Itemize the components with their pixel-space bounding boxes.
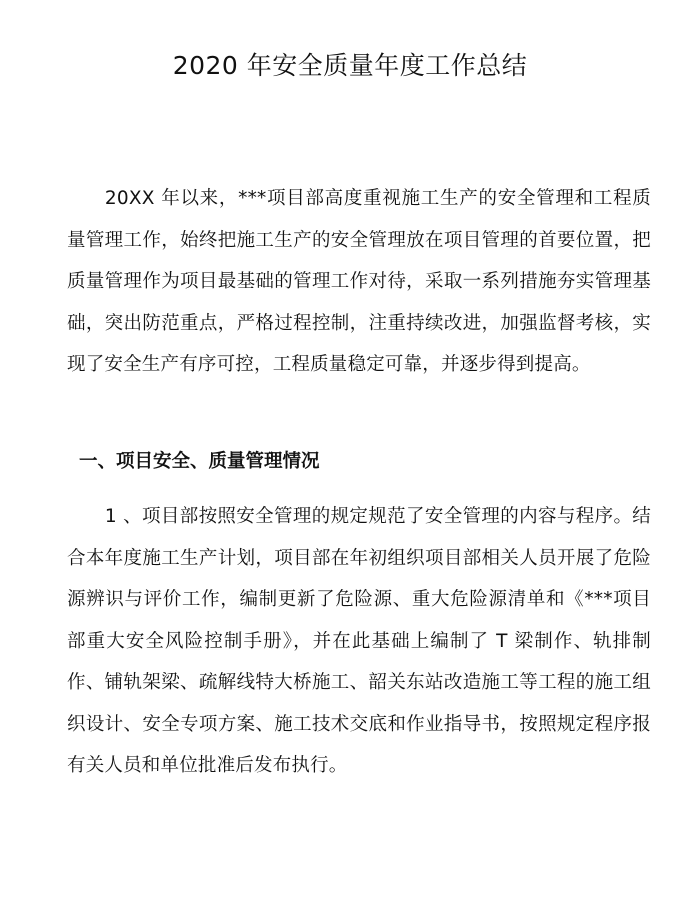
section-heading: 一、项目安全、质量管理情况 [79,451,320,472]
section-paragraph-1: 1 、项目部按照安全管理的规定规范了安全管理的内容与程序。结合本年度施工生产计划，项目部在年初组织项目部相关人员开展了危险源辨识与评价工作，编制更新了危险源、重大危险源清单和《***项目部重大安全风险控制手册》，并在此基础上编制了 T 梁制作、轨排制作、铺轨架梁、疏解线特大桥施工、韶关东站改造施工等工程的施工组织设计、安全专项方案、施工技术交底和作业指导书，按照规定程序报有关人员和单位批准后发布执行。 [67,506,651,776]
intro-paragraph: 20XX 年以来，***项目部高度重视施工生产的安全管理和工程质量管理工作，始终把施工生产的安全管理放在项目管理的首要位置，把质量管理作为项目最基础的管理工作对待，采取一系列措施夯实管理基础，突出防范重点，严格过程控制，注重持续改进，加强监督考核，实现了安全生产有序可控，工程质量稳定可靠，并逐步得到提高。 [67,188,651,375]
document-title: 2020 年安全质量年度工作总结 [172,51,528,80]
